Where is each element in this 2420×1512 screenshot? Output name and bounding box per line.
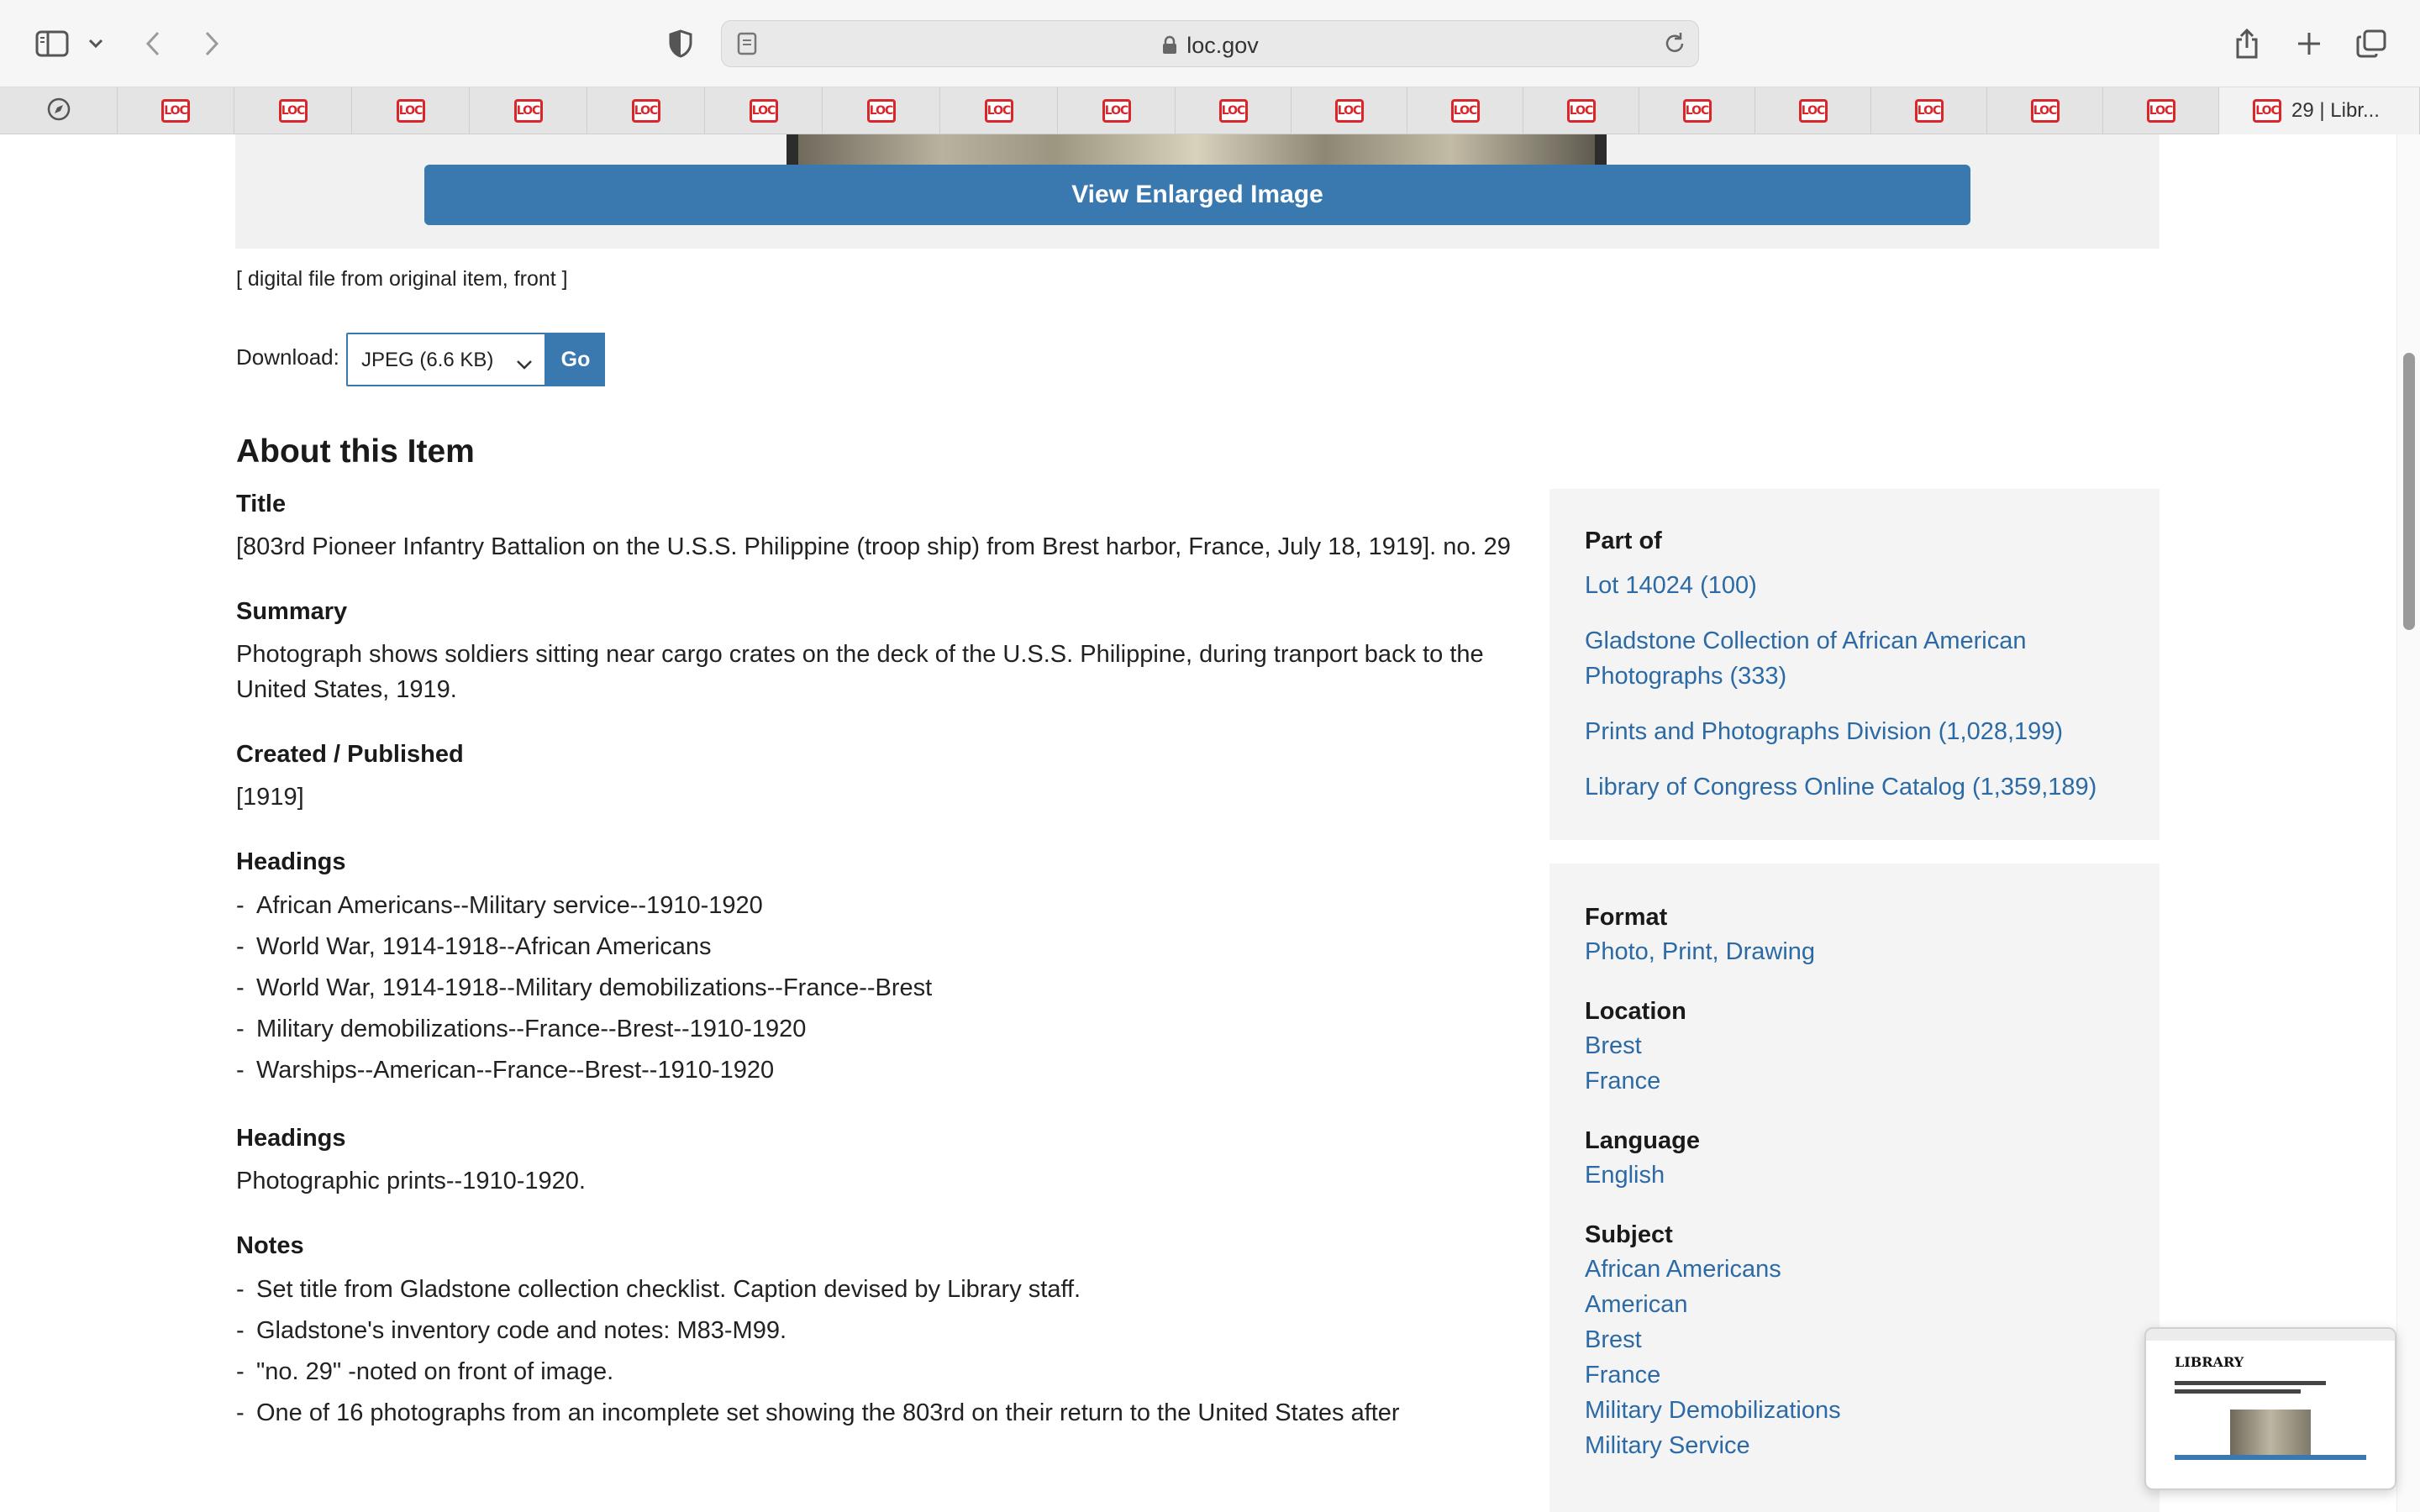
heading-text: Photographic prints--1910-1920. xyxy=(236,1168,586,1194)
list-item: - World War, 1914-1918--Military demobilizations--France--Brest xyxy=(236,974,933,1001)
tab-loc[interactable] xyxy=(1755,87,1871,134)
thumbnail-image xyxy=(2230,1410,2311,1460)
active-tab-title: 29 | Libr... xyxy=(2291,99,2380,122)
created-field xyxy=(236,738,1513,815)
loc-favicon-icon: LOC xyxy=(1219,99,1248,123)
loc-favicon-icon: LOC xyxy=(1683,99,1712,123)
image-caption: [ digital file from original item, front ] xyxy=(236,267,568,291)
share-icon[interactable] xyxy=(2227,24,2267,64)
part-of-label: Part of xyxy=(1585,528,1662,554)
tab-bar xyxy=(0,87,2420,134)
address-bar[interactable] xyxy=(721,20,1699,67)
loc-favicon-icon: LOC xyxy=(867,99,896,123)
collection-link[interactable]: Library of Congress Online Catalog (1,359,189) xyxy=(1585,774,2097,801)
headings-list xyxy=(236,885,1513,1091)
download-label: Download: xyxy=(236,344,339,370)
privacy-shield-icon[interactable] xyxy=(660,24,701,64)
thumbnail-logo: LIBRARY xyxy=(2175,1354,2244,1370)
collection-link[interactable]: Prints and Photographs Division (1,028,199) xyxy=(1585,718,2064,745)
about-this-item-heading: About this Item xyxy=(236,433,475,470)
loc-favicon-icon: LOC xyxy=(2031,99,2060,123)
loc-favicon-icon: LOC xyxy=(1102,99,1131,123)
loc-favicon-icon: LOC xyxy=(279,99,308,123)
subject-link[interactable]: Brest xyxy=(1585,1326,1642,1353)
collection-link[interactable]: Gladstone Collection of African American Photographs (333) xyxy=(1585,627,2027,690)
thumbnail-text-line xyxy=(2175,1389,2301,1394)
tab-loc[interactable] xyxy=(234,87,352,134)
list-item: - One of 16 photographs from an incomplete set showing the 803rd on their return to the United States after xyxy=(236,1399,1400,1426)
note-text: "no. 29" -noted on front of image. xyxy=(256,1358,614,1385)
title-field xyxy=(236,487,1513,564)
heading-text: Warships--American--France--Brest--1910-1920 xyxy=(256,1057,775,1084)
list-item: - World War, 1914-1918--African Americans xyxy=(236,933,712,960)
notes-field xyxy=(236,1229,1513,1434)
url-label: loc.gov xyxy=(1186,33,1259,58)
tab-loc[interactable] xyxy=(705,87,823,134)
field-label: Summary xyxy=(236,598,348,625)
tab-loc[interactable] xyxy=(823,87,940,134)
tab-active[interactable] xyxy=(2219,87,2420,134)
url-text xyxy=(722,33,1698,61)
subject-link[interactable]: France xyxy=(1585,1362,1661,1389)
field-label: Title xyxy=(236,491,287,517)
tab-start-page[interactable] xyxy=(0,87,118,134)
thumbnail-text-line xyxy=(2175,1381,2326,1385)
tab-loc[interactable] xyxy=(470,87,587,134)
field-label: Created / Published xyxy=(236,741,464,768)
loc-favicon-icon: LOC xyxy=(632,99,660,123)
note-text: One of 16 photographs from an incomplete set showing the 803rd on their return to the United States after xyxy=(256,1399,1400,1426)
item-summary: Photograph shows soldiers sitting near cargo crates on the deck of the U.S.S. Philippine, during tranport back to the United States, 1919. xyxy=(236,641,1484,703)
loc-favicon-icon: LOC xyxy=(1335,99,1364,123)
compass-icon xyxy=(46,97,71,126)
page-thumbnail-preview[interactable] xyxy=(2144,1327,2396,1490)
loc-favicon-icon: LOC xyxy=(750,99,778,123)
headings-field xyxy=(236,845,1513,1091)
facets-panel xyxy=(1549,864,2160,1512)
lock-icon xyxy=(1161,35,1178,61)
notes-list xyxy=(236,1269,1513,1434)
list-item: - Warships--American--France--Brest--1910-1920 xyxy=(236,1057,775,1084)
language-link[interactable]: English xyxy=(1585,1162,1665,1189)
tab-loc[interactable] xyxy=(1523,87,1639,134)
heading-text: Military demobilizations--France--Brest--1910-1920 xyxy=(256,1016,807,1042)
subject-link[interactable]: Military Demobilizations xyxy=(1585,1397,1841,1424)
tab-loc[interactable] xyxy=(2103,87,2219,134)
download-go-button[interactable]: Go xyxy=(546,333,605,386)
tab-loc[interactable] xyxy=(118,87,234,134)
item-title: [803rd Pioneer Infantry Battalion on the U.S.S. Philippine (troop ship) from Brest harbor, France, July 18, 1919]. no. 29 xyxy=(236,533,1511,560)
image-panel xyxy=(235,134,2160,249)
loc-favicon-icon: LOC xyxy=(397,99,425,123)
list-item: - Military demobilizations--France--Brest--1910-1920 xyxy=(236,1016,807,1042)
scrollbar[interactable] xyxy=(2396,134,2420,1512)
headings-field xyxy=(236,1121,1513,1199)
tab-loc[interactable] xyxy=(940,87,1058,134)
language-group xyxy=(1585,1124,2160,1193)
summary-field xyxy=(236,595,1513,707)
thumbnail-button xyxy=(2175,1455,2366,1460)
loc-favicon-icon: LOC xyxy=(985,99,1013,123)
list-item: - African Americans--Military service--1910-1920 xyxy=(236,892,763,919)
loc-favicon-icon: LOC xyxy=(2253,99,2281,123)
format-link[interactable]: Photo, Print, Drawing xyxy=(1585,938,1816,965)
subject-group xyxy=(1585,1218,2160,1463)
tab-loc[interactable] xyxy=(1407,87,1523,134)
loc-favicon-icon: LOC xyxy=(1451,99,1480,123)
heading-text: African Americans--Military service--1910-1920 xyxy=(256,892,763,919)
tab-loc[interactable] xyxy=(1292,87,1407,134)
heading-text: World War, 1914-1918--African Americans xyxy=(256,933,712,960)
page-viewport xyxy=(0,134,2420,1512)
tab-loc[interactable] xyxy=(1176,87,1292,134)
scrollbar-thumb[interactable] xyxy=(2403,353,2415,630)
forward-icon[interactable] xyxy=(192,24,232,64)
loc-favicon-icon: LOC xyxy=(1567,99,1596,123)
subject-label: Subject xyxy=(1585,1221,1673,1248)
loc-favicon-icon: LOC xyxy=(514,99,543,123)
subject-link[interactable]: Military Service xyxy=(1585,1432,1750,1459)
tab-loc[interactable] xyxy=(1058,87,1176,134)
sidebar-toggle-icon[interactable] xyxy=(32,24,72,64)
download-selected-value: JPEG (6.6 KB) xyxy=(361,349,494,371)
tab-loc[interactable] xyxy=(352,87,470,134)
field-label: Headings xyxy=(236,1125,346,1152)
item-date: [1919] xyxy=(236,784,304,811)
chevron-down-icon[interactable] xyxy=(79,24,113,64)
location-link[interactable]: Brest xyxy=(1585,1032,1642,1059)
note-text: Gladstone's inventory code and notes: M83-M99. xyxy=(256,1317,787,1344)
location-link[interactable]: France xyxy=(1585,1068,1661,1095)
subject-link[interactable]: American xyxy=(1585,1291,1688,1318)
heading-text: World War, 1914-1918--Military demobilizations--France--Brest xyxy=(256,974,933,1001)
field-label: Notes xyxy=(236,1232,304,1259)
collection-link[interactable]: Lot 14024 (100) xyxy=(1585,572,1757,599)
back-icon[interactable] xyxy=(133,24,173,64)
tab-loc[interactable] xyxy=(587,87,705,134)
field-label: Headings xyxy=(236,848,346,875)
loc-favicon-icon: LOC xyxy=(2147,99,2175,123)
format-label: Format xyxy=(1585,904,1668,931)
list-item: - Gladstone's inventory code and notes: M83-M99. xyxy=(236,1317,787,1344)
new-tab-icon[interactable] xyxy=(2289,24,2329,64)
part-of-panel xyxy=(1549,489,2160,840)
note-text: Set title from Gladstone collection checklist. Caption devised by Library staff. xyxy=(256,1276,1081,1303)
format-group xyxy=(1585,900,2160,969)
list-item: - "no. 29" -noted on front of image. xyxy=(236,1358,614,1385)
download-format-select[interactable] xyxy=(346,333,546,386)
loc-favicon-icon: LOC xyxy=(1799,99,1828,123)
tab-loc[interactable] xyxy=(1987,87,2103,134)
chevron-down-icon xyxy=(516,353,533,376)
tab-loc[interactable] xyxy=(1639,87,1755,134)
tab-overview-icon[interactable] xyxy=(2351,24,2391,64)
thumbnail-header xyxy=(2146,1329,2395,1341)
location-group xyxy=(1585,995,2160,1099)
subject-link[interactable]: African Americans xyxy=(1585,1256,1781,1283)
part-of-links xyxy=(1585,568,2160,805)
tab-loc[interactable] xyxy=(1871,87,1987,134)
browser-toolbar xyxy=(0,0,2420,87)
location-label: Location xyxy=(1585,998,1686,1025)
reload-icon[interactable] xyxy=(1663,31,1686,60)
loc-favicon-icon: LOC xyxy=(1915,99,1944,123)
item-details xyxy=(236,487,1513,1464)
list-item: - Set title from Gladstone collection checklist. Caption devised by Library staff. xyxy=(236,1276,1081,1303)
language-label: Language xyxy=(1585,1127,1700,1154)
loc-favicon-icon: LOC xyxy=(161,99,190,123)
view-enlarged-image-button[interactable]: View Enlarged Image xyxy=(424,165,1970,225)
